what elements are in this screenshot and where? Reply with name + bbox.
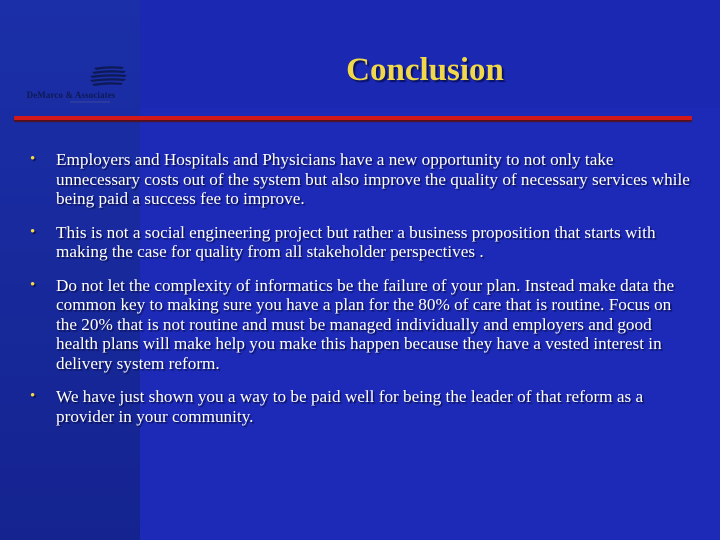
bullet-icon: • <box>30 276 36 293</box>
bullet-text: This is not a social engineering project but rather a business proposition that starts with making the case for quality from all stakeholder perspectives . <box>56 222 656 261</box>
bullet-icon: • <box>30 223 36 240</box>
bullet-item <box>30 276 692 374</box>
bullet-icon: • <box>30 388 36 404</box>
bullet-text: Employers and Hospitals and Physicians have a new opportunity to not only take unnecessary costs out of the system but also improve the quality of necessary services while being paid a success fee to improve. <box>56 150 690 208</box>
slide-title: Conclusion <box>346 52 504 88</box>
bullet-text: Do not let the complexity of informatics be the failure of your plan. Instead make data the common key to making sure you have a plan for the 80% of care that is routine. Focus on the 20% that is not routine and must be managed individually and employers and good health plans will make help you make this happen because they have a vested interest in delivery system reform. <box>56 275 675 373</box>
company-logo <box>10 64 132 104</box>
bullet-text: We have just shown you a way to be paid well for being the leader of that reform as a provider in your community. <box>56 387 644 426</box>
bullet-item <box>30 150 692 209</box>
logo-underline <box>70 101 110 103</box>
bullet-item <box>30 387 692 426</box>
bullet-list <box>30 150 692 440</box>
bullet-item <box>30 223 692 262</box>
logo-mark-icon <box>10 64 132 90</box>
logo-company-name: DeMarco & Associates <box>26 90 116 100</box>
bullet-icon: • <box>30 151 36 167</box>
title-divider <box>14 116 692 120</box>
